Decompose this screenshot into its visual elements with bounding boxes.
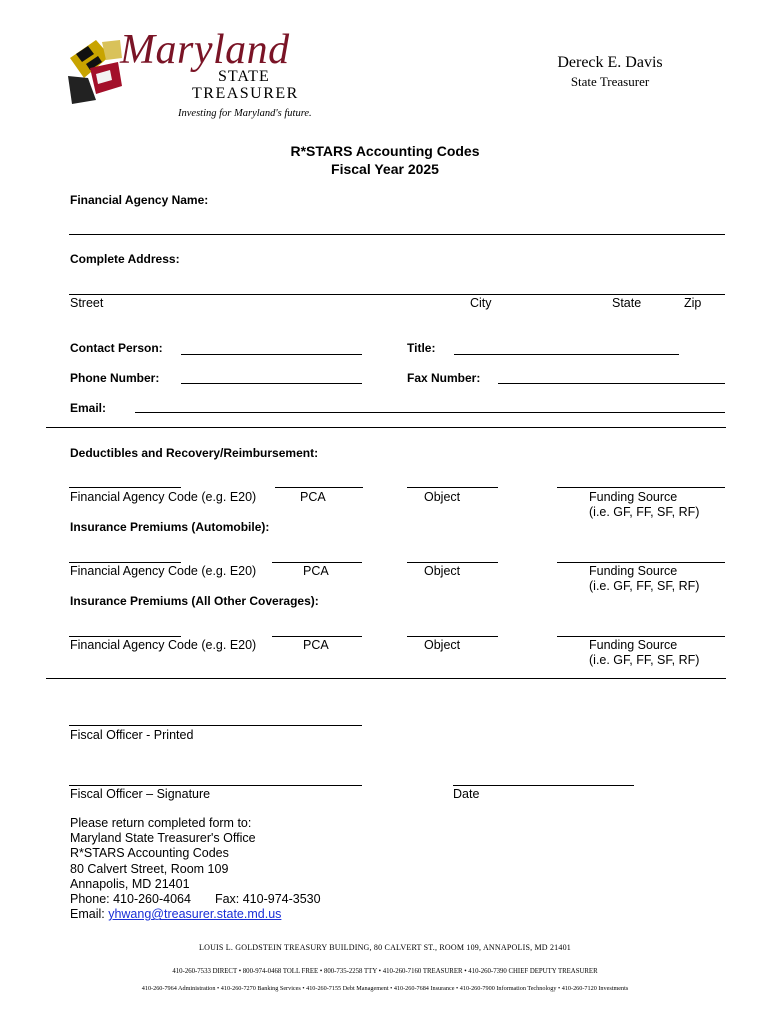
funding-source-hint-1: (i.e. GF, FF, SF, RF) — [589, 505, 700, 519]
object-field-2[interactable] — [407, 562, 498, 563]
fiscal-officer-printed-field[interactable] — [69, 725, 362, 726]
object-field-3[interactable] — [407, 636, 498, 637]
funding-source-field-3[interactable] — [557, 636, 725, 637]
pca-field-3[interactable] — [272, 636, 362, 637]
form-title — [0, 142, 770, 178]
return-phone: Phone: 410-260-4064 — [70, 892, 191, 907]
return-email-link[interactable]: yhwang@treasurer.state.md.us — [108, 907, 282, 922]
pca-label-3: PCA — [303, 638, 329, 652]
logo-treasurer: TREASURER — [192, 85, 299, 102]
funding-source-label-3: Funding Source — [589, 638, 678, 652]
return-email-label: Email: — [70, 907, 109, 922]
footer-phones-departments: 410-260-7964 Administration • 410-260-7270 Banking Services • 410-260-7155 Debt Management • 410-260-7684 Insurance • 410-260-7900 Information Technology • 410-260-7120 Investments — [141, 985, 629, 992]
email-field[interactable] — [135, 412, 725, 413]
funding-source-field-2[interactable] — [557, 562, 725, 563]
street-label: Street — [70, 296, 104, 310]
title-label: Title: — [407, 341, 436, 355]
return-instructions — [70, 816, 321, 922]
object-field-1[interactable] — [407, 487, 498, 488]
treasurer-title: State Treasurer — [570, 74, 650, 89]
agency-code-field-1[interactable] — [69, 487, 181, 488]
pca-label-2: PCA — [303, 564, 329, 578]
address-label: Complete Address: — [70, 252, 180, 266]
contact-person-label: Contact Person: — [70, 341, 163, 355]
section-heading-deductibles: Deductibles and Recovery/Reimbursement: — [70, 446, 319, 460]
object-label-3: Object — [424, 638, 461, 652]
logo-state: STATE — [218, 68, 270, 85]
logo — [66, 27, 312, 124]
agency-code-label-3: Financial Agency Code (e.g. E20) — [70, 638, 257, 652]
object-label-1: Object — [424, 490, 461, 504]
funding-source-hint-3: (i.e. GF, FF, SF, RF) — [589, 653, 700, 667]
agency-name-label: Financial Agency Name: — [70, 193, 209, 207]
funding-source-label-1: Funding Source — [589, 490, 678, 504]
funding-source-label-2: Funding Source — [589, 564, 678, 578]
date-field[interactable] — [453, 785, 634, 786]
return-line-4: 80 Calvert Street, Room 109 — [70, 861, 229, 876]
phone-number-field[interactable] — [181, 383, 362, 384]
return-line-2: Maryland State Treasurer's Office — [70, 831, 256, 846]
form-title-line2: Fiscal Year 2025 — [331, 161, 439, 177]
return-line-5: Annapolis, MD 21401 — [70, 876, 190, 891]
pca-field-2[interactable] — [272, 562, 362, 563]
pca-label-1: PCA — [300, 490, 326, 504]
agency-code-field-3[interactable] — [69, 636, 181, 637]
logo-wordmark: Maryland — [120, 27, 290, 73]
agency-code-field-2[interactable] — [69, 562, 181, 563]
fax-number-field[interactable] — [498, 383, 725, 384]
return-line-1: Please return completed form to: — [70, 816, 252, 830]
section-divider-bottom — [46, 678, 726, 679]
return-line-3: R*STARS Accounting Codes — [70, 846, 229, 861]
return-phone-fax — [70, 892, 321, 907]
contact-person-field[interactable] — [181, 354, 362, 355]
phone-number-label: Phone Number: — [70, 371, 160, 385]
zip-label: Zip — [684, 296, 702, 310]
address-field[interactable] — [69, 294, 725, 295]
maryland-flag-icon — [66, 38, 124, 106]
section-heading-other: Insurance Premiums (All Other Coverages): — [70, 594, 319, 608]
city-label: City — [470, 296, 492, 310]
treasurer-name: Dereck E. Davis — [557, 54, 663, 71]
fax-number-label: Fax Number: — [407, 371, 481, 385]
logo-tagline: Investing for Maryland's future. — [178, 108, 312, 119]
pca-field-1[interactable] — [275, 487, 363, 488]
agency-name-field[interactable] — [69, 234, 725, 235]
return-email-row — [70, 907, 321, 922]
funding-source-hint-2: (i.e. GF, FF, SF, RF) — [589, 579, 700, 593]
date-label: Date — [453, 787, 480, 801]
section-divider-top — [46, 427, 726, 428]
funding-source-field-1[interactable] — [557, 487, 725, 488]
return-fax: Fax: 410-974-3530 — [214, 892, 321, 907]
form-title-line1: R*STARS Accounting Codes — [290, 143, 480, 159]
agency-code-label-2: Financial Agency Code (e.g. E20) — [70, 564, 257, 578]
fiscal-officer-signature-field[interactable] — [69, 785, 362, 786]
fiscal-officer-signature-label: Fiscal Officer – Signature — [70, 787, 211, 801]
email-label: Email: — [70, 401, 107, 415]
fiscal-officer-printed-label: Fiscal Officer - Printed — [70, 728, 194, 742]
object-label-2: Object — [424, 564, 461, 578]
agency-code-label-1: Financial Agency Code (e.g. E20) — [70, 490, 257, 504]
footer-phones-main: 410-260-7533 DIRECT • 800-974-0468 TOLL FREE • 800-735-2258 TTY • 410-260-7160 TREASURER • 410-260-7390 CHIEF DEPUTY TREASURER — [172, 968, 598, 975]
footer-address: LOUIS L. GOLDSTEIN TREASURY BUILDING, 80 CALVERT ST., ROOM 109, ANNAPOLIS, MD 21401 — [199, 943, 571, 952]
section-heading-auto: Insurance Premiums (Automobile): — [70, 520, 270, 534]
title-field[interactable] — [454, 354, 679, 355]
state-label: State — [612, 296, 642, 310]
